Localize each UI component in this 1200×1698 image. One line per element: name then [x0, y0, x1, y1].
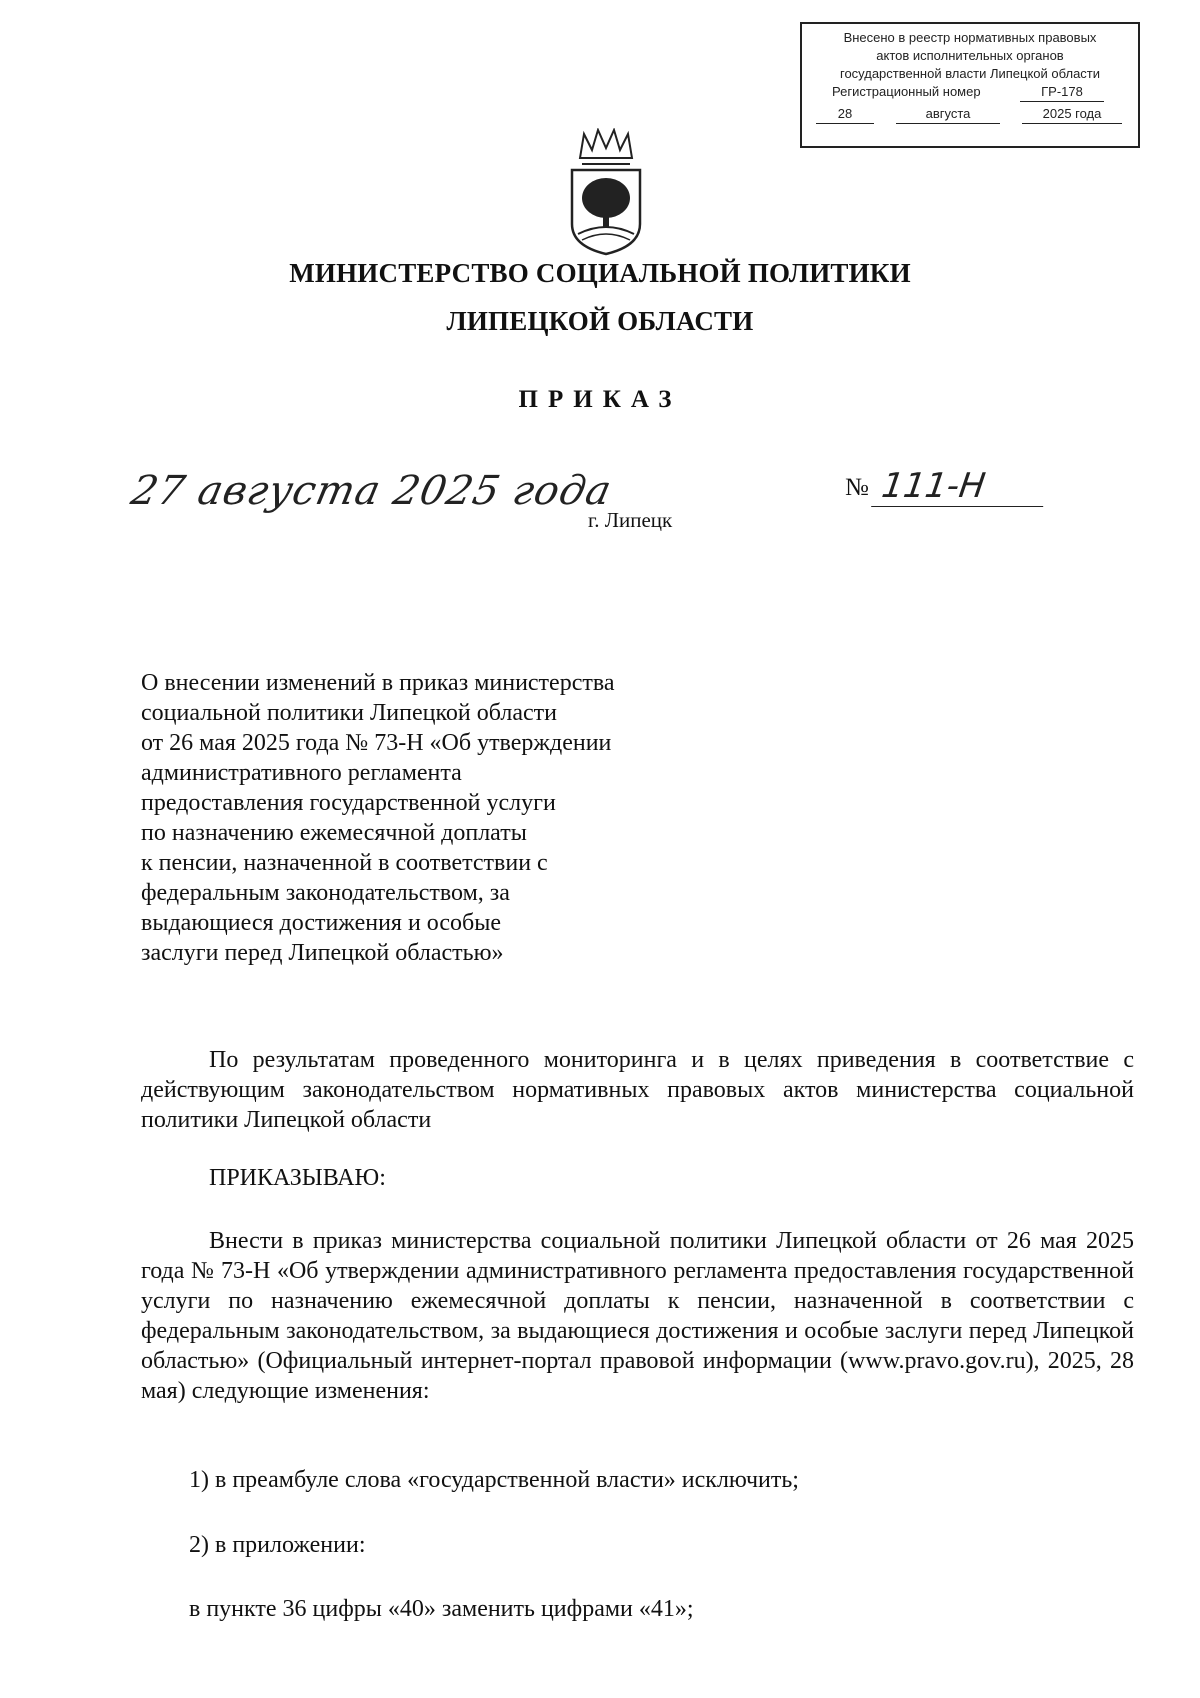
ministry-name-line-1: МИНИСТЕРСТВО СОЦИАЛЬНОЙ ПОЛИТИКИ	[289, 258, 911, 288]
subject-line: заслуги перед Липецкой областью»	[141, 940, 504, 966]
stamp-line-2: актов исполнительных органов	[876, 48, 1064, 63]
handwritten-date: 27 августа 2025 года	[127, 468, 616, 514]
number-sign: №	[845, 474, 869, 501]
preamble-paragraph: По результатам проведенного мониторинга и в целях приведения в соответствие с действующим законодательством нормативных правовых актов министерства социальной политики Липецкой области	[141, 1047, 1134, 1133]
stamp-day: 28	[816, 105, 874, 124]
subject-line: административного регламента	[141, 760, 462, 786]
list-item-2-detail: в пункте 36 цифры «40» заменить цифрами «41»;	[189, 1596, 694, 1622]
subject-line: от 26 мая 2025 года № 73-Н «Об утверждении	[141, 730, 612, 756]
subject-line: выдающиеся достижения и особые	[141, 910, 502, 936]
stamp-year: 2025 года	[1022, 105, 1122, 124]
stamp-line-1: Внесено в реестр нормативных правовых	[843, 30, 1097, 45]
list-item-1: 1) в преамбуле слова «государственной власти» исключить;	[189, 1467, 799, 1493]
order-word: ПРИКАЗЫВАЮ:	[209, 1165, 386, 1191]
stamp-reg-number: ГР-178	[1020, 83, 1104, 102]
registry-stamp	[800, 22, 1140, 148]
stamp-month: августа	[896, 105, 1000, 124]
main-paragraph: Внести в приказ министерства социальной политики Липецкой области от 26 мая 2025 года № 73-Н «Об утверждении административного регламента предоставления государственной услуги по назначению ежемесячной доплаты к пенсии, назначенной в соответствии с федеральным законодательством, за выдающиеся достижения и особые заслуги перед Липецкой областью» (Официальный интернет-портал правовой информации (www.pravo.gov.ru), 2025, 28 мая) следующие изменения:	[141, 1228, 1134, 1404]
subject-line: федеральным законодательством, за	[141, 880, 510, 906]
order-subject	[141, 668, 701, 968]
lipetsk-coat-of-arms-icon	[558, 128, 654, 256]
stamp-line-3: государственной власти Липецкой области	[839, 66, 1101, 81]
stamp-reg-label: Регистрационный номер	[832, 84, 981, 99]
subject-line: социальной политики Липецкой области	[141, 700, 557, 726]
subject-line: по назначению ежемесячной доплаты	[141, 820, 527, 846]
subject-line: О внесении изменений в приказ министерства	[141, 670, 615, 696]
ministry-name-line-2: ЛИПЕЦКОЙ ОБЛАСТИ	[446, 306, 754, 336]
stamp-registration-row	[802, 83, 1138, 103]
subject-line: предоставления государственной услуги	[141, 790, 556, 816]
city: г. Липецк	[588, 508, 673, 532]
list-item-2: 2) в приложении:	[189, 1532, 366, 1558]
subject-line: к пенсии, назначенной в соответствии с	[141, 850, 548, 876]
document-type-title: ПРИКАЗ	[518, 386, 682, 413]
stamp-date-row	[802, 103, 1138, 127]
handwritten-order-number: 111-Н	[871, 466, 1049, 507]
